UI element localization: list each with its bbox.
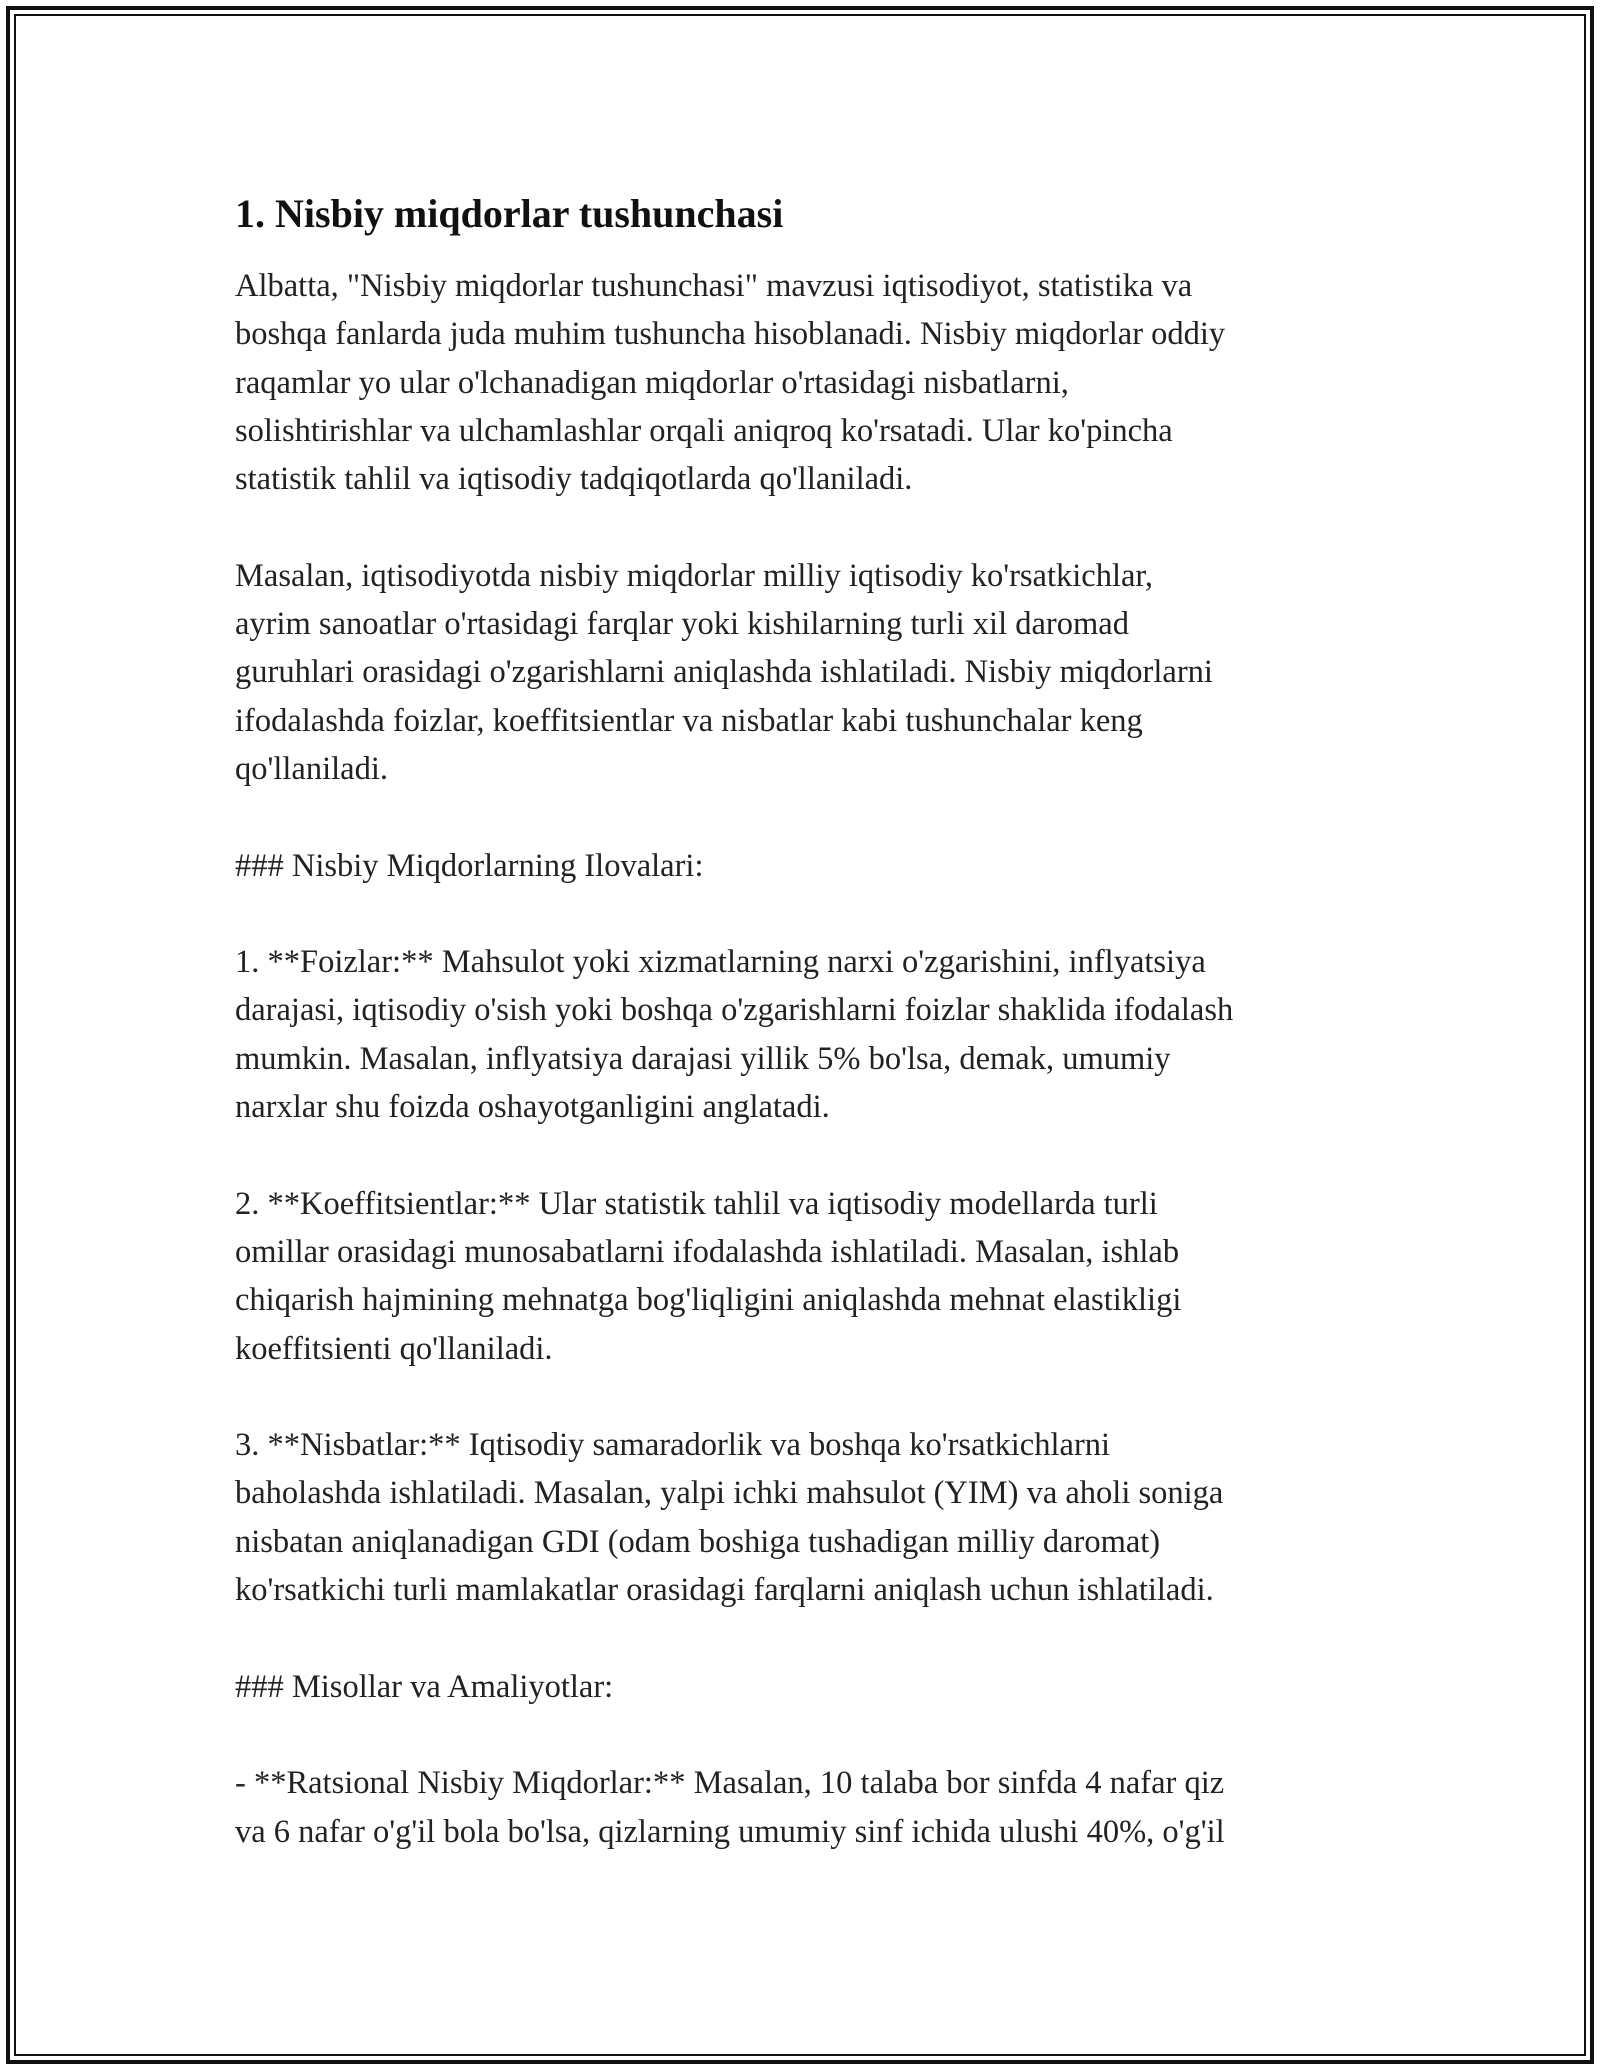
list-item-percentages: 1. **Foizlar:** Mahsulot yoki xizmatlarning narxi o'zgarishini, inflyatsiya darajasi, iqtisodiy o'sish yoki boshqa o'zgarishlarni foizlar shaklida ifodalash mumkin. Masalan, inflyatsiya darajasi yillik 5% bo'lsa, demak, umumiy narxlar shu foizda oshayotganligini anglatadi. xyxy=(235,944,1234,1126)
list-item-ratios: 3. **Nisbatlar:** Iqtisodiy samaradorlik va boshqa ko'rsatkichlarni baholashda ishlatiladi. Masalan, yalpi ichki mahsulot (YIM) va aholi soniga nisbatan aniqlanadigan GDI (odam boshiga tushadigan milliy daromat) ko'rsatkichi turli mamlakatlar orasidagi farqlarni aniqlash uchun ishlatiladi. xyxy=(235,1427,1224,1609)
list-item-rational: - **Ratsional Nisbiy Miqdorlar:** Masalan, 10 talaba bor sinfda 4 nafar qiz va 6 nafar o'g'il bola bo'lsa, qizlarning umumiy sinf ichida ulushi 40%, o'g'il xyxy=(235,1765,1225,1850)
document-body xyxy=(235,188,1380,1904)
paragraph-example: Masalan, iqtisodiyotda nisbiy miqdorlar milliy iqtisodiy ko'rsatkichlar, ayrim sanoatlar o'rtasidagi farqlar yoki kishilarning turli xil daromad guruhlari orasidagi o'zgarishlarni aniqlashda ishlatiladi. Nisbiy miqdorlarni ifodalashda foizlar, koeffitsientlar va nisbatlar kabi tushunchalar keng qo'llaniladi. xyxy=(235,557,1213,787)
heading-examples: ### Misollar va Amaliyotlar: xyxy=(235,1668,614,1705)
heading-applications: ### Nisbiy Miqdorlarning Ilovalari: xyxy=(235,847,704,884)
paragraph-intro: Albatta, "Nisbiy miqdorlar tushunchasi" mavzusi iqtisodiyot, statistika va boshqa fanlarda juda muhim tushuncha hisoblanadi. Nisbiy miqdorlar oddiy raqamlar yo ular o'lchanadigan miqdorlar o'rtasidagi nisbatlarni, solishtirishlar va ulchamlashlar orqali aniqroq ko'rsatadi. Ular ko'pincha statistik tahlil va iqtisodiy tadqiqotlarda qo'llaniladi. xyxy=(235,268,1226,498)
list-item-coefficients: 2. **Koeffitsientlar:** Ular statistik tahlil va iqtisodiy modellarda turli omillar orasidagi munosabatlarni ifodalashda ishlatiladi. Masalan, ishlab chiqarish hajmining mehnatga bog'liqligini aniqlashda mehnat elastikligi koeffitsienti qo'llaniladi. xyxy=(235,1185,1182,1367)
page-title: 1. Nisbiy miqdorlar tushunchasi xyxy=(235,191,784,236)
